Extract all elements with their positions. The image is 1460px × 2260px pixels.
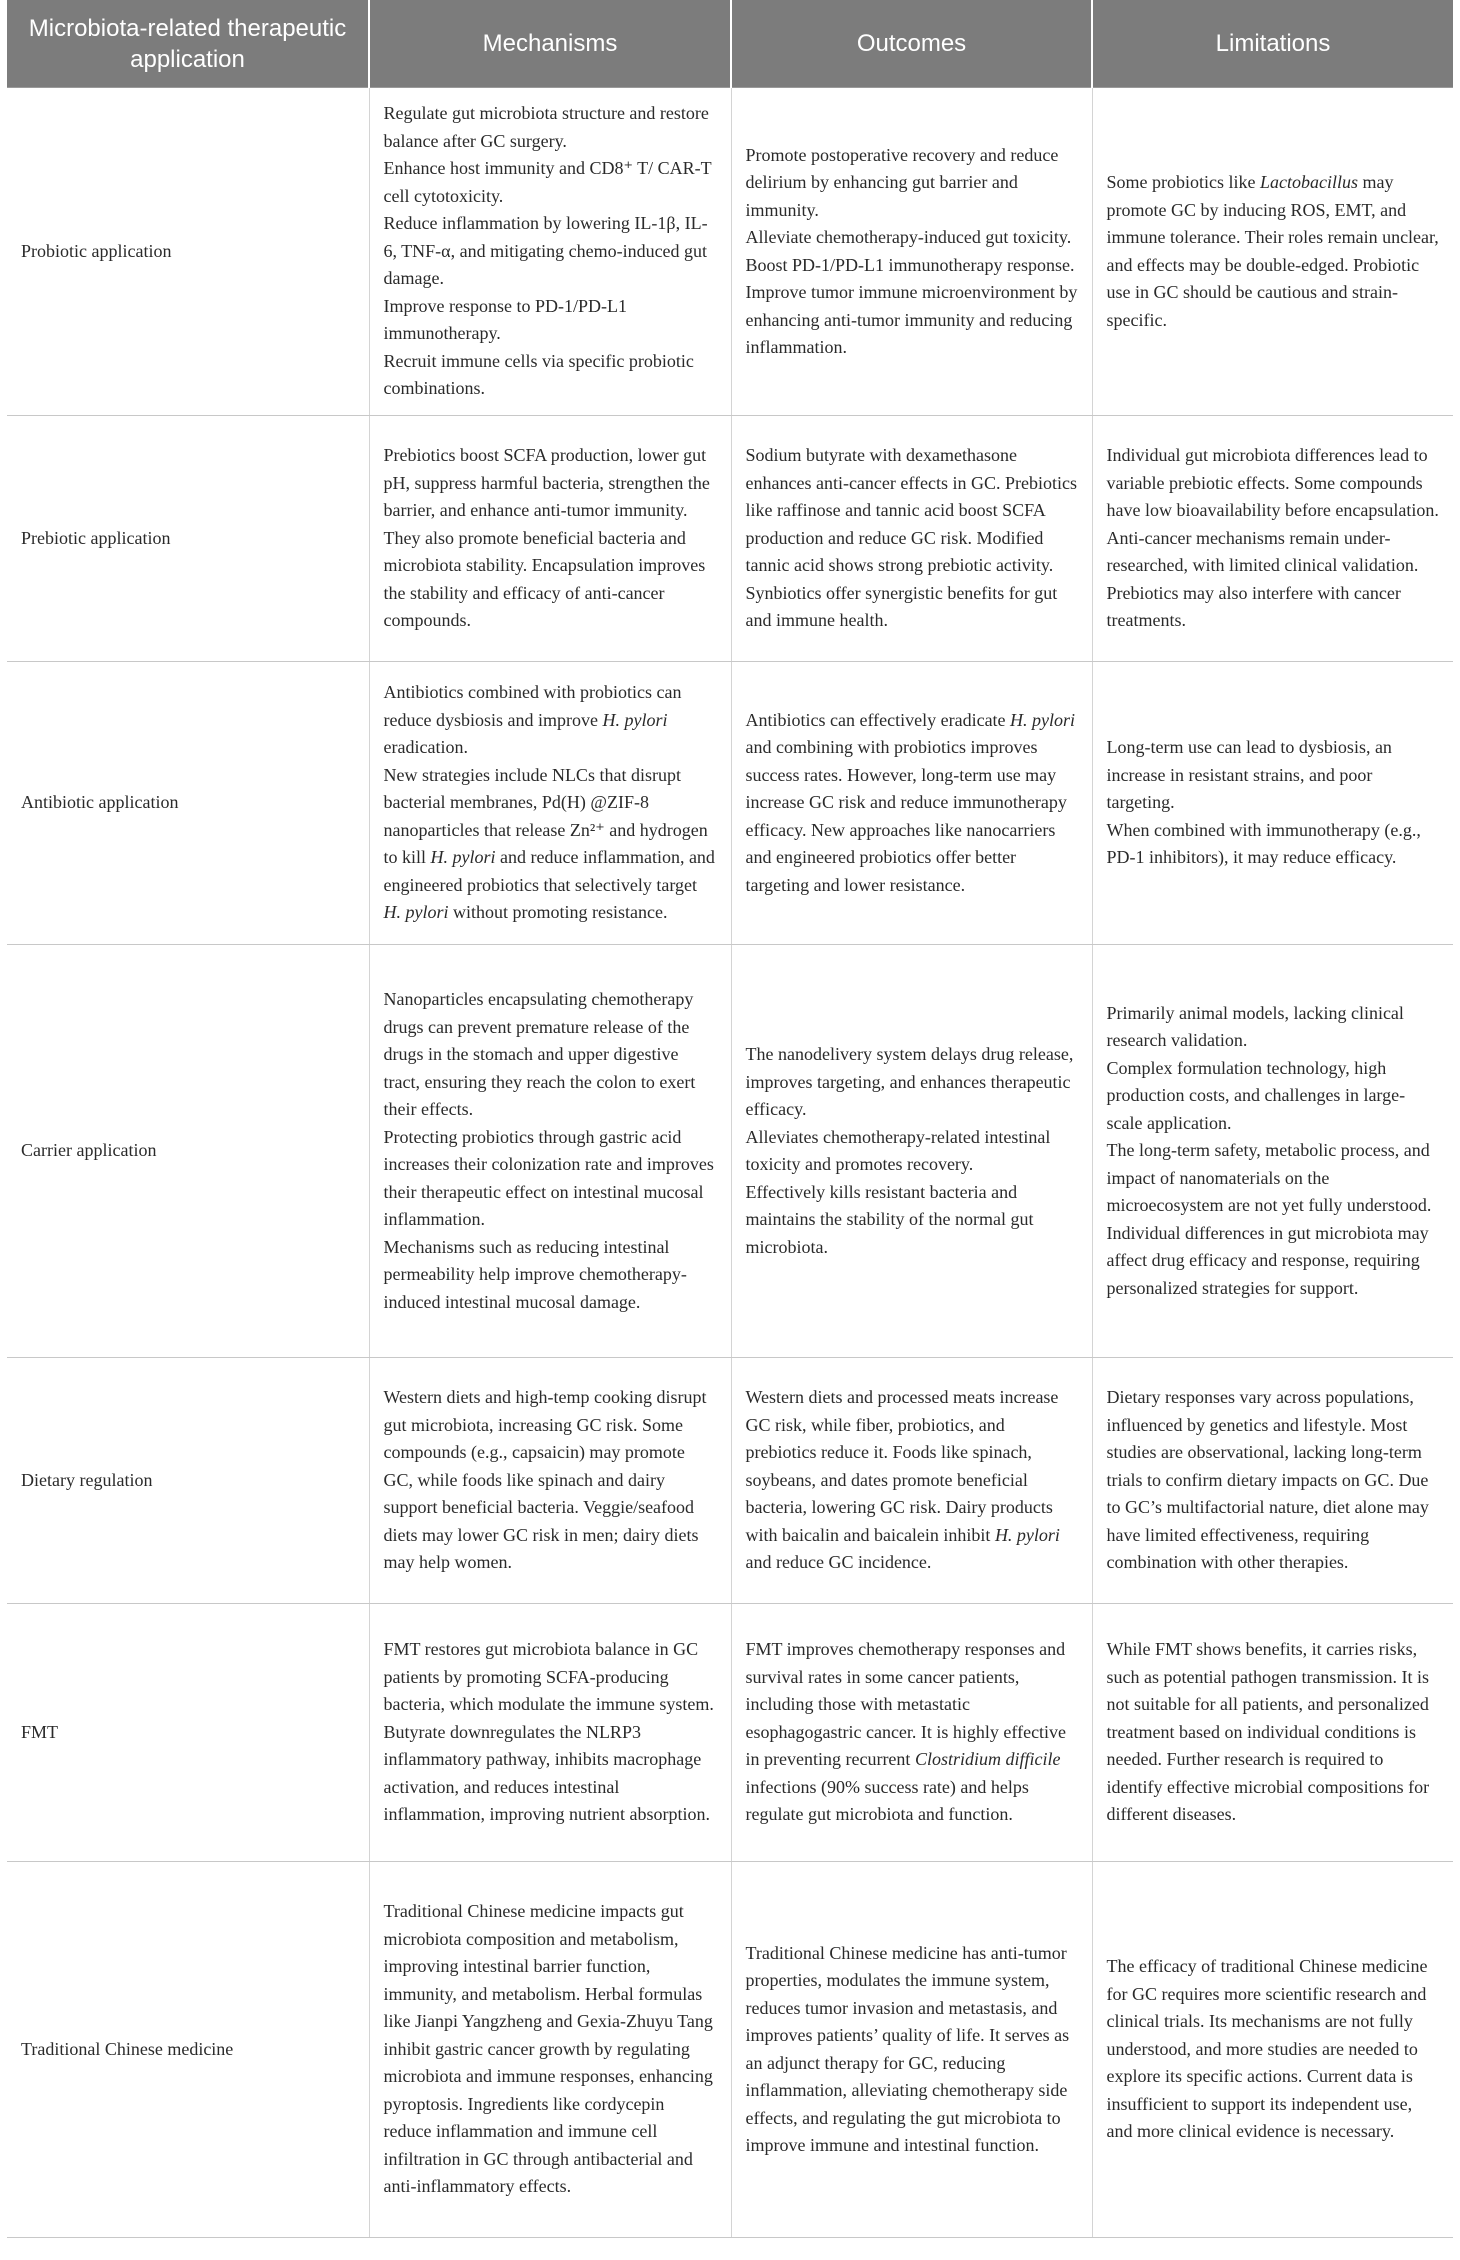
- mechanisms-text: Regulate gut microbiota structure and restore balance after GC surgery. Enhance host immunity and CD8⁺ T/ CAR-T cell cytotoxicity. Reduce inflammation by lowering IL-1β, IL-6, TNF-α, and mitigating chemo-induced gut damage. Improve response to PD-1/PD-L1 immunotherapy. Recruit immune cells via specific probiotic combinations.: [383, 103, 712, 399]
- application-cell: [7, 1604, 369, 1862]
- outcomes-cell: [731, 416, 1092, 662]
- application-cell: [7, 1862, 369, 2238]
- table-header: [7, 0, 1453, 88]
- mechanisms-cell: [369, 945, 731, 1358]
- mechanisms-cell: [369, 416, 731, 662]
- limitations-cell: [1092, 945, 1453, 1358]
- header-application: Microbiota-related therapeutic application: [7, 0, 369, 88]
- application-name: Carrier application: [21, 1140, 157, 1161]
- application-cell: [7, 1358, 369, 1604]
- table-row-tcm: [7, 1862, 1453, 2238]
- mechanisms-cell: [369, 1604, 731, 1862]
- limitations-text: Primarily animal models, lacking clinical research validation. Complex formulation technology, high production costs, and challenges in large-scale application. The long-term safety, metabolic process, and impact of nanomaterials on the microecosystem are not yet fully understood. Individual differences in gut microbiota may affect drug efficacy and response, requiring personalized strategies for support.: [1106, 1002, 1432, 1298]
- limitations-text: Some probiotics like Lactobacillus may promote GC by inducing ROS, EMT, and immune tolerance. Their roles remain unclear, and effects may be double-edged. Probiotic use in GC should be cautious and strain-specific.: [1106, 172, 1439, 330]
- outcomes-text: Traditional Chinese medicine has anti-tumor properties, modulates the immune system, reduces tumor invasion and metastasis, and improves patients’ quality of life. It serves as an adjunct therapy for GC, reducing inflammation, alleviating chemotherapy side effects, and regulating the gut microbiota to improve immune and intestinal function.: [745, 1942, 1070, 2155]
- mechanisms-cell: [369, 1358, 731, 1604]
- limitations-text: While FMT shows benefits, it carries risks, such as potential pathogen transmission. It is not suitable for all patients, and personalized treatment based on individual conditions is needed. Further research is required to identify effective microbial compositions for different diseases.: [1106, 1639, 1430, 1825]
- header-mechanisms: Mechanisms: [369, 0, 731, 88]
- limitations-cell: [1092, 662, 1453, 945]
- mechanisms-text: Nanoparticles encapsulating chemotherapy drugs can prevent premature release of the drugs in the stomach and upper digestive tract, ensuring they reach the colon to exert their effects. Protecting probiotics through gastric acid increases their colonization rate and improves their therapeutic effect on intestinal mucosal inflammation. Mechanisms such as reducing intestinal permeability help improve chemotherapy-induced intestinal mucosal damage.: [383, 989, 714, 1312]
- application-name: Probiotic application: [21, 240, 172, 261]
- table-row-prebiotic: [7, 416, 1453, 662]
- limitations-cell: [1092, 1358, 1453, 1604]
- table-row-antibiotic: [7, 662, 1453, 945]
- limitations-text: The efficacy of traditional Chinese medicine for GC requires more scientific research and clinical trials. Its mechanisms are not fully understood, and more studies are needed to explore its specific actions. Current data is insufficient to support its independent use, and more clinical evidence is necessary.: [1106, 1956, 1428, 2142]
- limitations-text: Dietary responses vary across populations, influenced by genetics and lifestyle. Most studies are observational, lacking long-term trials to confirm dietary impacts on GC. Due to GC’s multifactorial nature, diet alone may have limited effectiveness, requiring combination with other therapies.: [1106, 1387, 1429, 1573]
- application-cell: [7, 662, 369, 945]
- mechanisms-cell: [369, 662, 731, 945]
- limitations-cell: [1092, 1604, 1453, 1862]
- outcomes-text: Promote postoperative recovery and reduce delirium by enhancing gut barrier and immunity. Alleviate chemotherapy-induced gut toxicity. Boost PD-1/PD-L1 immunotherapy response. Improve tumor immune microenvironment by enhancing anti-tumor immunity and reducing inflammation.: [745, 144, 1078, 357]
- table-row-dietary: [7, 1358, 1453, 1604]
- mechanisms-text: Prebiotics boost SCFA production, lower gut pH, suppress harmful bacteria, strengthen the barrier, and enhance anti-tumor immunity. They also promote beneficial bacteria and microbiota stability. Encapsulation improves the stability and efficacy of anti-cancer compounds.: [383, 445, 710, 631]
- application-name: Dietary regulation: [21, 1469, 153, 1490]
- outcomes-cell: [731, 1862, 1092, 2238]
- mechanisms-text: Traditional Chinese medicine impacts gut microbiota composition and metabolism, improving intestinal barrier function, immunity, and metabolism. Herbal formulas like Jianpi Yangzheng and Gexia-Zhuyu Tang inhibit gastric cancer growth by regulating microbiota and immune responses, enhancing pyroptosis. Ingredients like cordycepin reduce inflammation and immune cell infiltration in GC through antibacterial and anti-inflammatory effects.: [383, 1901, 713, 2197]
- outcomes-cell: [731, 945, 1092, 1358]
- table-row-carrier: [7, 945, 1453, 1358]
- limitations-cell: [1092, 1862, 1453, 2238]
- application-name: Prebiotic application: [21, 527, 171, 548]
- outcomes-cell: [731, 662, 1092, 945]
- outcomes-cell: [731, 1358, 1092, 1604]
- outcomes-text: Antibiotics can effectively eradicate H. pylori and combining with probiotics improves success rates. However, long-term use may increase GC risk and reduce immunotherapy efficacy. New approaches like nanocarriers and engineered probiotics offer better targeting and lower resistance.: [745, 709, 1076, 895]
- outcomes-cell: [731, 88, 1092, 416]
- application-cell: [7, 416, 369, 662]
- table-body: [7, 88, 1453, 2238]
- limitations-cell: [1092, 88, 1453, 416]
- limitations-text: Individual gut microbiota differences lead to variable prebiotic effects. Some compounds have low bioavailability before encapsulation. Anti-cancer mechanisms remain under-researched, with limited clinical validation. Prebiotics may also interfere with cancer treatments.: [1106, 445, 1439, 631]
- application-name: Antibiotic application: [21, 792, 179, 813]
- header-outcomes: Outcomes: [731, 0, 1092, 88]
- header-row: [7, 0, 1453, 88]
- outcomes-text: Sodium butyrate with dexamethasone enhances anti-cancer effects in GC. Prebiotics like raffinose and tannic acid boost SCFA production and reduce GC risk. Modified tannic acid shows strong prebiotic activity. Synbiotics offer synergistic benefits for gut and immune health.: [745, 445, 1078, 631]
- application-cell: [7, 945, 369, 1358]
- table-row-fmt: [7, 1604, 1453, 1862]
- mechanisms-text: FMT restores gut microbiota balance in GC patients by promoting SCFA-producing bacteria, which modulate the immune system. Butyrate downregulates the NLRP3 inflammatory pathway, inhibits macrophage activation, and reduces intestinal inflammation, improving nutrient absorption.: [383, 1639, 714, 1825]
- therapeutic-applications-table: [7, 0, 1453, 2238]
- mechanisms-cell: [369, 1862, 731, 2238]
- application-cell: [7, 88, 369, 416]
- application-name: Traditional Chinese medicine: [21, 2038, 234, 2059]
- table-row-probiotic: [7, 88, 1453, 416]
- outcomes-text: FMT improves chemotherapy responses and survival rates in some cancer patients, including those with metastatic esophagogastric cancer. It is highly effective in preventing recurrent Clostridium difficile infections (90% success rate) and helps regulate gut microbiota and function.: [745, 1639, 1067, 1825]
- header-limitations: Limitations: [1092, 0, 1453, 88]
- mechanisms-cell: [369, 88, 731, 416]
- limitations-cell: [1092, 416, 1453, 662]
- outcomes-text: The nanodelivery system delays drug release, improves targeting, and enhances therapeutic efficacy. Alleviates chemotherapy-related intestinal toxicity and promotes recovery. Effectively kills resistant bacteria and maintains the stability of the normal gut microbiota.: [745, 1044, 1074, 1257]
- mechanisms-text: Western diets and high-temp cooking disrupt gut microbiota, increasing GC risk. Some compounds (e.g., capsaicin) may promote GC, while foods like spinach and dairy support beneficial bacteria. Veggie/seafood diets may lower GC risk in men; dairy diets may help women.: [383, 1387, 707, 1573]
- mechanisms-text: Antibiotics combined with probiotics can reduce dysbiosis and improve H. pylori eradication. New strategies include NLCs that disrupt bacterial membranes, Pd(H) @ZIF-8 nanoparticles that release Zn²⁺ and hydrogen to kill H. pylori and reduce inflammation, and engineered probiotics that selectively target H. pylori without promoting resistance.: [383, 682, 715, 923]
- outcomes-cell: [731, 1604, 1092, 1862]
- outcomes-text: Western diets and processed meats increase GC risk, while fiber, probiotics, and prebiotics reduce it. Foods like spinach, soybeans, and dates promote beneficial bacteria, lowering GC risk. Dairy products with baicalin and baicalein inhibit H. pylori and reduce GC incidence.: [745, 1387, 1060, 1573]
- application-name: FMT: [21, 1721, 59, 1742]
- limitations-text: Long-term use can lead to dysbiosis, an increase in resistant strains, and poor targeting. When combined with immunotherapy (e.g., PD-1 inhibitors), it may reduce efficacy.: [1106, 737, 1421, 868]
